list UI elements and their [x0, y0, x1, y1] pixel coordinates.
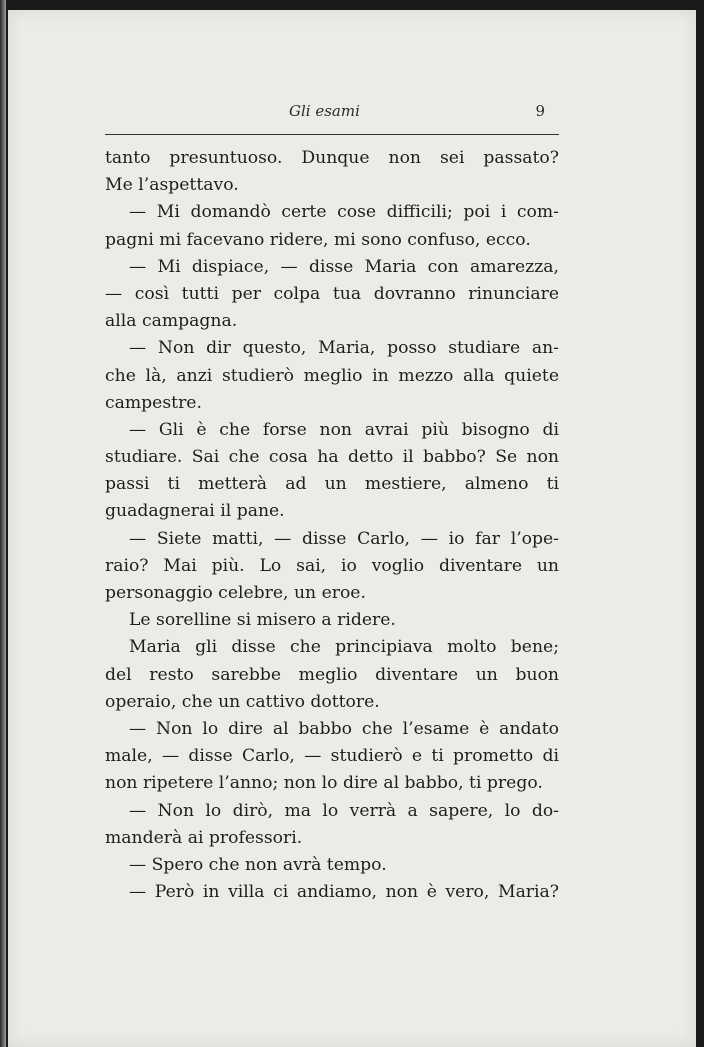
text-line: studiare. Sai che cosa ha detto il babbo? Se non	[105, 447, 559, 468]
text-line: — Gli è che forse non avrai più bisogno di	[129, 419, 559, 440]
text-line: Le sorelline si misero a ridere.	[129, 610, 396, 631]
text-line: tanto presuntuoso. Dunque non sei passato?	[105, 148, 559, 168]
body-text	[105, 145, 559, 906]
text-line: Me l’aspettavo.	[105, 175, 239, 196]
text-line: Maria gli disse che principiava molto bene;	[129, 637, 559, 658]
page-number: 9	[535, 102, 545, 120]
text-line: guadagnerai il pane.	[105, 501, 285, 522]
text-line: — Non dir questo, Maria, posso studiare an-	[129, 338, 559, 359]
text-line: del resto sarebbe meglio diventare un buon	[105, 664, 559, 685]
text-line: passi ti metterà ad un mestiere, almeno ti	[105, 474, 559, 495]
text-line: — Non lo dirò, ma lo verrà a sapere, lo do-	[129, 800, 559, 821]
text-line: — Però in villa ci andiamo, non è vero, Maria?	[129, 882, 559, 903]
header-rule	[105, 134, 559, 135]
running-title: Gli esami	[289, 102, 360, 120]
text-line: manderà ai professori.	[105, 827, 303, 848]
text-line: non ripetere l’anno; non lo dire al babbo, ti prego.	[105, 773, 543, 794]
text-line: — Siete matti, — disse Carlo, — io far l’ope-	[129, 528, 559, 549]
text-line: operaio, che un cattivo dottore.	[105, 691, 380, 712]
text-line: personaggio celebre, un eroe.	[105, 583, 366, 603]
text-line: che là, anzi studierò meglio in mezzo alla quiete	[105, 365, 559, 386]
text-line: campestre.	[105, 392, 202, 413]
text-line: — Spero che non avrà tempo.	[129, 854, 387, 875]
page-header	[105, 102, 545, 126]
text-line: — Mi dispiace, — disse Maria con amarezza,	[129, 256, 559, 277]
text-line: male, — disse Carlo, — studierò e ti prometto di	[105, 746, 559, 767]
text-line: pagni mi facevano ridere, mi sono confuso, ecco.	[105, 229, 531, 250]
text-line: raio? Mai più. Lo sai, io voglio diventare un	[105, 555, 559, 576]
text-line: — Mi domandò certe cose difficili; poi i com-	[129, 202, 559, 223]
text-line: — Non lo dire al babbo che l’esame è andato	[129, 718, 559, 739]
text-line: — così tutti per colpa tua dovranno rinunciare	[105, 283, 559, 304]
book-spine-edge	[0, 0, 6, 1047]
text-line: alla campagna.	[105, 311, 238, 332]
